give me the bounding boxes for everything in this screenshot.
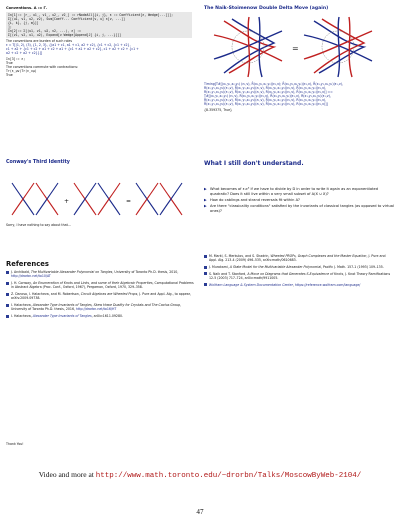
ref-title: Circuit Algebras are Wheeled Props <box>80 292 138 296</box>
question-text: Are there "classicality conditions" satisfied by the invariants of classical tangles (as opposed to virtual ones)? <box>210 203 394 213</box>
triangle-bullet-icon: ▶ <box>204 187 207 191</box>
square-bullet-icon <box>6 282 9 285</box>
code-line: In[1]:= [r_, u1_, v1_, u2_, v2_] := rNodeAll[{i, j}, ε := Coefficient[ε, Wedge[...]]]; <box>8 12 174 17</box>
square-bullet-icon <box>6 293 9 296</box>
references-left-column <box>6 254 194 321</box>
slide-open-questions <box>204 160 394 250</box>
formula-line: a2 + c2 + a2 + c2}}]] <box>6 51 43 56</box>
square-bullet-icon <box>204 266 207 269</box>
note-line: The conventions commute with contractions: <box>6 64 79 69</box>
ref-authors: Z. Dancso, I. Halacheva, and M. Robertson, <box>11 292 81 296</box>
ref-title: A Move on Diagrams that Generates S-Equivalence of Knots <box>247 271 344 276</box>
ref-details: , University of Toronto Ph.D. thesis, 2016, <box>11 303 182 312</box>
square-bullet-icon <box>6 304 9 307</box>
ref-authors: J. H. Conway, <box>11 281 34 285</box>
references-right-column <box>204 254 394 290</box>
ref-link[interactable]: https://reference.wolfram.com/language/ <box>294 282 361 287</box>
ref-title: An Enumeration of Knots and Links, and some of their Algebraic Properties <box>33 281 153 285</box>
code-line: {i, k}, {j, m}]] <box>8 20 39 25</box>
square-bullet-icon <box>6 271 9 274</box>
question-item <box>204 204 394 213</box>
slide-naik-stoimenow <box>204 6 394 156</box>
ref-authors: I. Halacheva, <box>11 314 33 318</box>
math-block <box>204 82 394 107</box>
ref-title: Alexander Type Invariants of Tangles, Skew Howe Duality for Crystals and The Cactus Group <box>32 303 181 307</box>
math-line: R̄(x₁,y₁,x₂,y₂)(ε₁,v), R(x₁,y₁,x₂,y₂)(ε₁,v), R̄(x₁,y₁,x₂,y₂)(ε₁,v), R(x₁,y₁,x₂,y₂)(ε₁,v), <box>204 98 327 103</box>
code-line: Σ[(u1, v1, u2, v2), Sum[Coeff... Coefficient[v, u] ε[v, ...]] <box>8 16 126 21</box>
code-block <box>6 12 192 39</box>
input-line: Tr(ε_μν)Tr(ε_νμ) <box>6 68 37 73</box>
conventions-title: Conventions. A := Γ. <box>6 6 48 10</box>
svg-text:+: + <box>64 198 70 205</box>
ref-authors: S. Naik and T. Stanford, <box>209 271 248 276</box>
ref-authors: I. Halacheva, <box>11 303 33 307</box>
ref-details: , University of Toronto Ph.D. thesis, 2010, <box>112 270 179 274</box>
ref-details: , J. Pure and Appl. Alg. 213-4 (2009) 496–535, arXiv:math/0610683. <box>209 254 386 263</box>
ref-title: Wheeled PROPs, Graph Complexes and the Master Equation <box>270 254 367 258</box>
reference-item <box>6 281 194 289</box>
ref-title: The Multivariable Alexander Polynomial on Tangles <box>30 270 113 274</box>
slide-title: The Naik-Stoimenow Double Delta Move (again) <box>204 6 329 11</box>
ref-title: Alexander Type Invariants of Tangles <box>32 314 92 318</box>
code-line: Σ[(v1, v2, u1, u2), Expand[v Wedge[Append[J] {i, j, ...}]]] <box>8 33 122 38</box>
formula-line: ε = T[(1, 2), (3), {1, 2, 3}, {(a1 + c1, a1 + c1, a2 + c2), {c1 + c2, {c1 + c2}, <box>6 43 131 48</box>
square-bullet-icon <box>6 315 9 318</box>
reference-item <box>204 254 394 262</box>
square-bullet-icon <box>204 283 207 286</box>
reference-item <box>6 314 194 318</box>
slide-title: What I still don't understand. <box>204 160 304 167</box>
code-line: ]; <box>8 24 12 29</box>
ref-title: Wolfram Language & System Documentation Center <box>209 282 293 287</box>
formula-block <box>6 43 192 55</box>
conway-identity-diagram <box>6 179 192 219</box>
ref-details: , <box>292 282 295 287</box>
square-bullet-icon <box>204 255 207 258</box>
question-item <box>204 198 394 203</box>
reference-item <box>204 265 394 269</box>
ref-details: , J. Knot Theory Ramifications 12-5 (2003) 717–724, arXiv:math/9911005. <box>209 271 391 280</box>
ref-link[interactable]: http://drorbn.net/to16/HT <box>76 307 117 312</box>
square-bullet-icon <box>204 272 207 275</box>
question-list <box>204 187 394 213</box>
ref-authors: J. Archibald, <box>11 270 31 274</box>
code-line: In[2]:= Σ[(u1, v1, u2, v2, ...), ε] := <box>8 28 81 33</box>
ref-title: A State Model for the Multivariable Alexander Polynomial <box>229 265 321 269</box>
formula-line: c1 + a2 + {c1 + c2 + a1 + c2 + a1 + {c1 + a1 + a2 + c2}, c1 + a2 + c2 + {c1 + <box>6 47 139 52</box>
math-line: R(x₁,y₁,x₂,y₂)(ε₁,v), R̄(x₁,y₁,x₂,y₂)(ε₁,v), R(x₁,y₁,x₂,y₂)(ε₁,v), R̄(x₁,y₁,x₂,y₂)(ε₁,v)] == <box>204 90 333 95</box>
question-item <box>204 187 394 196</box>
references-heading: References <box>6 260 49 268</box>
math-line: Timing[T#[(x₁,y₁,x₂,y₂) (ε₁,v), R̄(x₁,y₁,x₂,y₂)(ε₁,v); R̄(x₁,y₁,x₂,y₂)(ε₁,v), R̄(x₁,y₁,x₂,y₂)(ε₁,v), <box>204 82 343 86</box>
output-true: True <box>6 72 13 77</box>
triangle-bullet-icon: ▶ <box>204 197 207 202</box>
triangle-bullet-icon: ▶ <box>204 203 207 208</box>
ref-details: , Pacific J. Math. 157-1 (1993) 109–135. <box>320 265 384 269</box>
slide-conway <box>6 160 192 250</box>
double-delta-diagram <box>204 13 394 81</box>
page-number: 47 <box>196 508 204 516</box>
ref-details: , J. Pure and Appl. Alg., to appear, arXiv:2009.09738. <box>11 292 192 301</box>
svg-text:=: = <box>292 44 299 53</box>
footer-line <box>0 470 400 480</box>
footer-prefix: Video and more at <box>38 470 96 479</box>
ref-details: , Computational Problems in Abstract Algebra (Proc. Conf., Oxford, 1967), Pergamon, Oxford, 1970, 329–358. <box>11 281 194 290</box>
math-line: R̄(x₁,y₁,x₂,y₂)(ε₁,v), R(x₁,y₁,x₂,y₂)(ε₁,v), R̄(x₁,y₁,x₂,y₂)(ε₁,v), R(x₁,y₁,x₂,y₂)(ε₁,v)]] <box>204 102 328 107</box>
math-line: T#[(x₁,y₁,x₂,y₂) (ε₁,v), R(x₁,y₁,x₂,y₂)(ε₁,v), R̄(x₁,y₁,x₂,y₂)(ε₁,v), R(x₁,y₁,x₂,y₂)(ε₁,v), <box>204 94 331 99</box>
note-line: The conventions are burden of such roles <box>6 39 73 44</box>
slide-references <box>6 254 394 454</box>
input-line: In[3]:= ε; <box>6 56 26 61</box>
math-line: R(x₁,y₁,x₂,y₂)(ε₁,v), R̄(x₁,y₁,x₂,y₂)(ε₁,v), R(x₁,y₁,x₂,y₂)(ε₁,v), R̄(x₁,y₁,x₂,y₂)(ε₁,v), <box>204 86 327 91</box>
output-true: True <box>6 60 13 65</box>
reference-item <box>6 270 194 278</box>
ref-link[interactable]: http://drorbn.net/to10/AT <box>11 274 51 279</box>
ref-authors: M. Markl, S. Merkulov, and S. Shadrin, <box>209 254 271 258</box>
footer-link[interactable]: http://www.math.toronto.edu/~drorbn/Talks/MoscowByWeb-2104/ <box>95 472 362 480</box>
timing-result: {8.359375, True} <box>204 107 233 112</box>
thank-you-text: Thank You! <box>6 442 24 446</box>
question-text: How do cablings and strand reversals fit within A? <box>210 197 300 202</box>
ref-authors: J. Murakami, <box>209 265 230 269</box>
question-text: What becomes of ε₁ε³ if we have to divide by D in order to write it again as an exponentiated quadratic? Does it still live within a very small subset of A(X ∪ X)? <box>210 187 378 196</box>
ref-details: , arXiv:1611.09280. <box>91 314 124 318</box>
slide-conventions <box>6 6 192 156</box>
reference-item <box>6 292 194 300</box>
svg-text:=: = <box>126 198 132 205</box>
reference-item <box>204 283 394 287</box>
reference-item <box>6 303 194 311</box>
slide-title: Conway's Third Identity <box>6 160 70 165</box>
reference-item <box>204 272 394 280</box>
conway-caption: Sorry, I have nothing to say about that... <box>6 223 71 227</box>
